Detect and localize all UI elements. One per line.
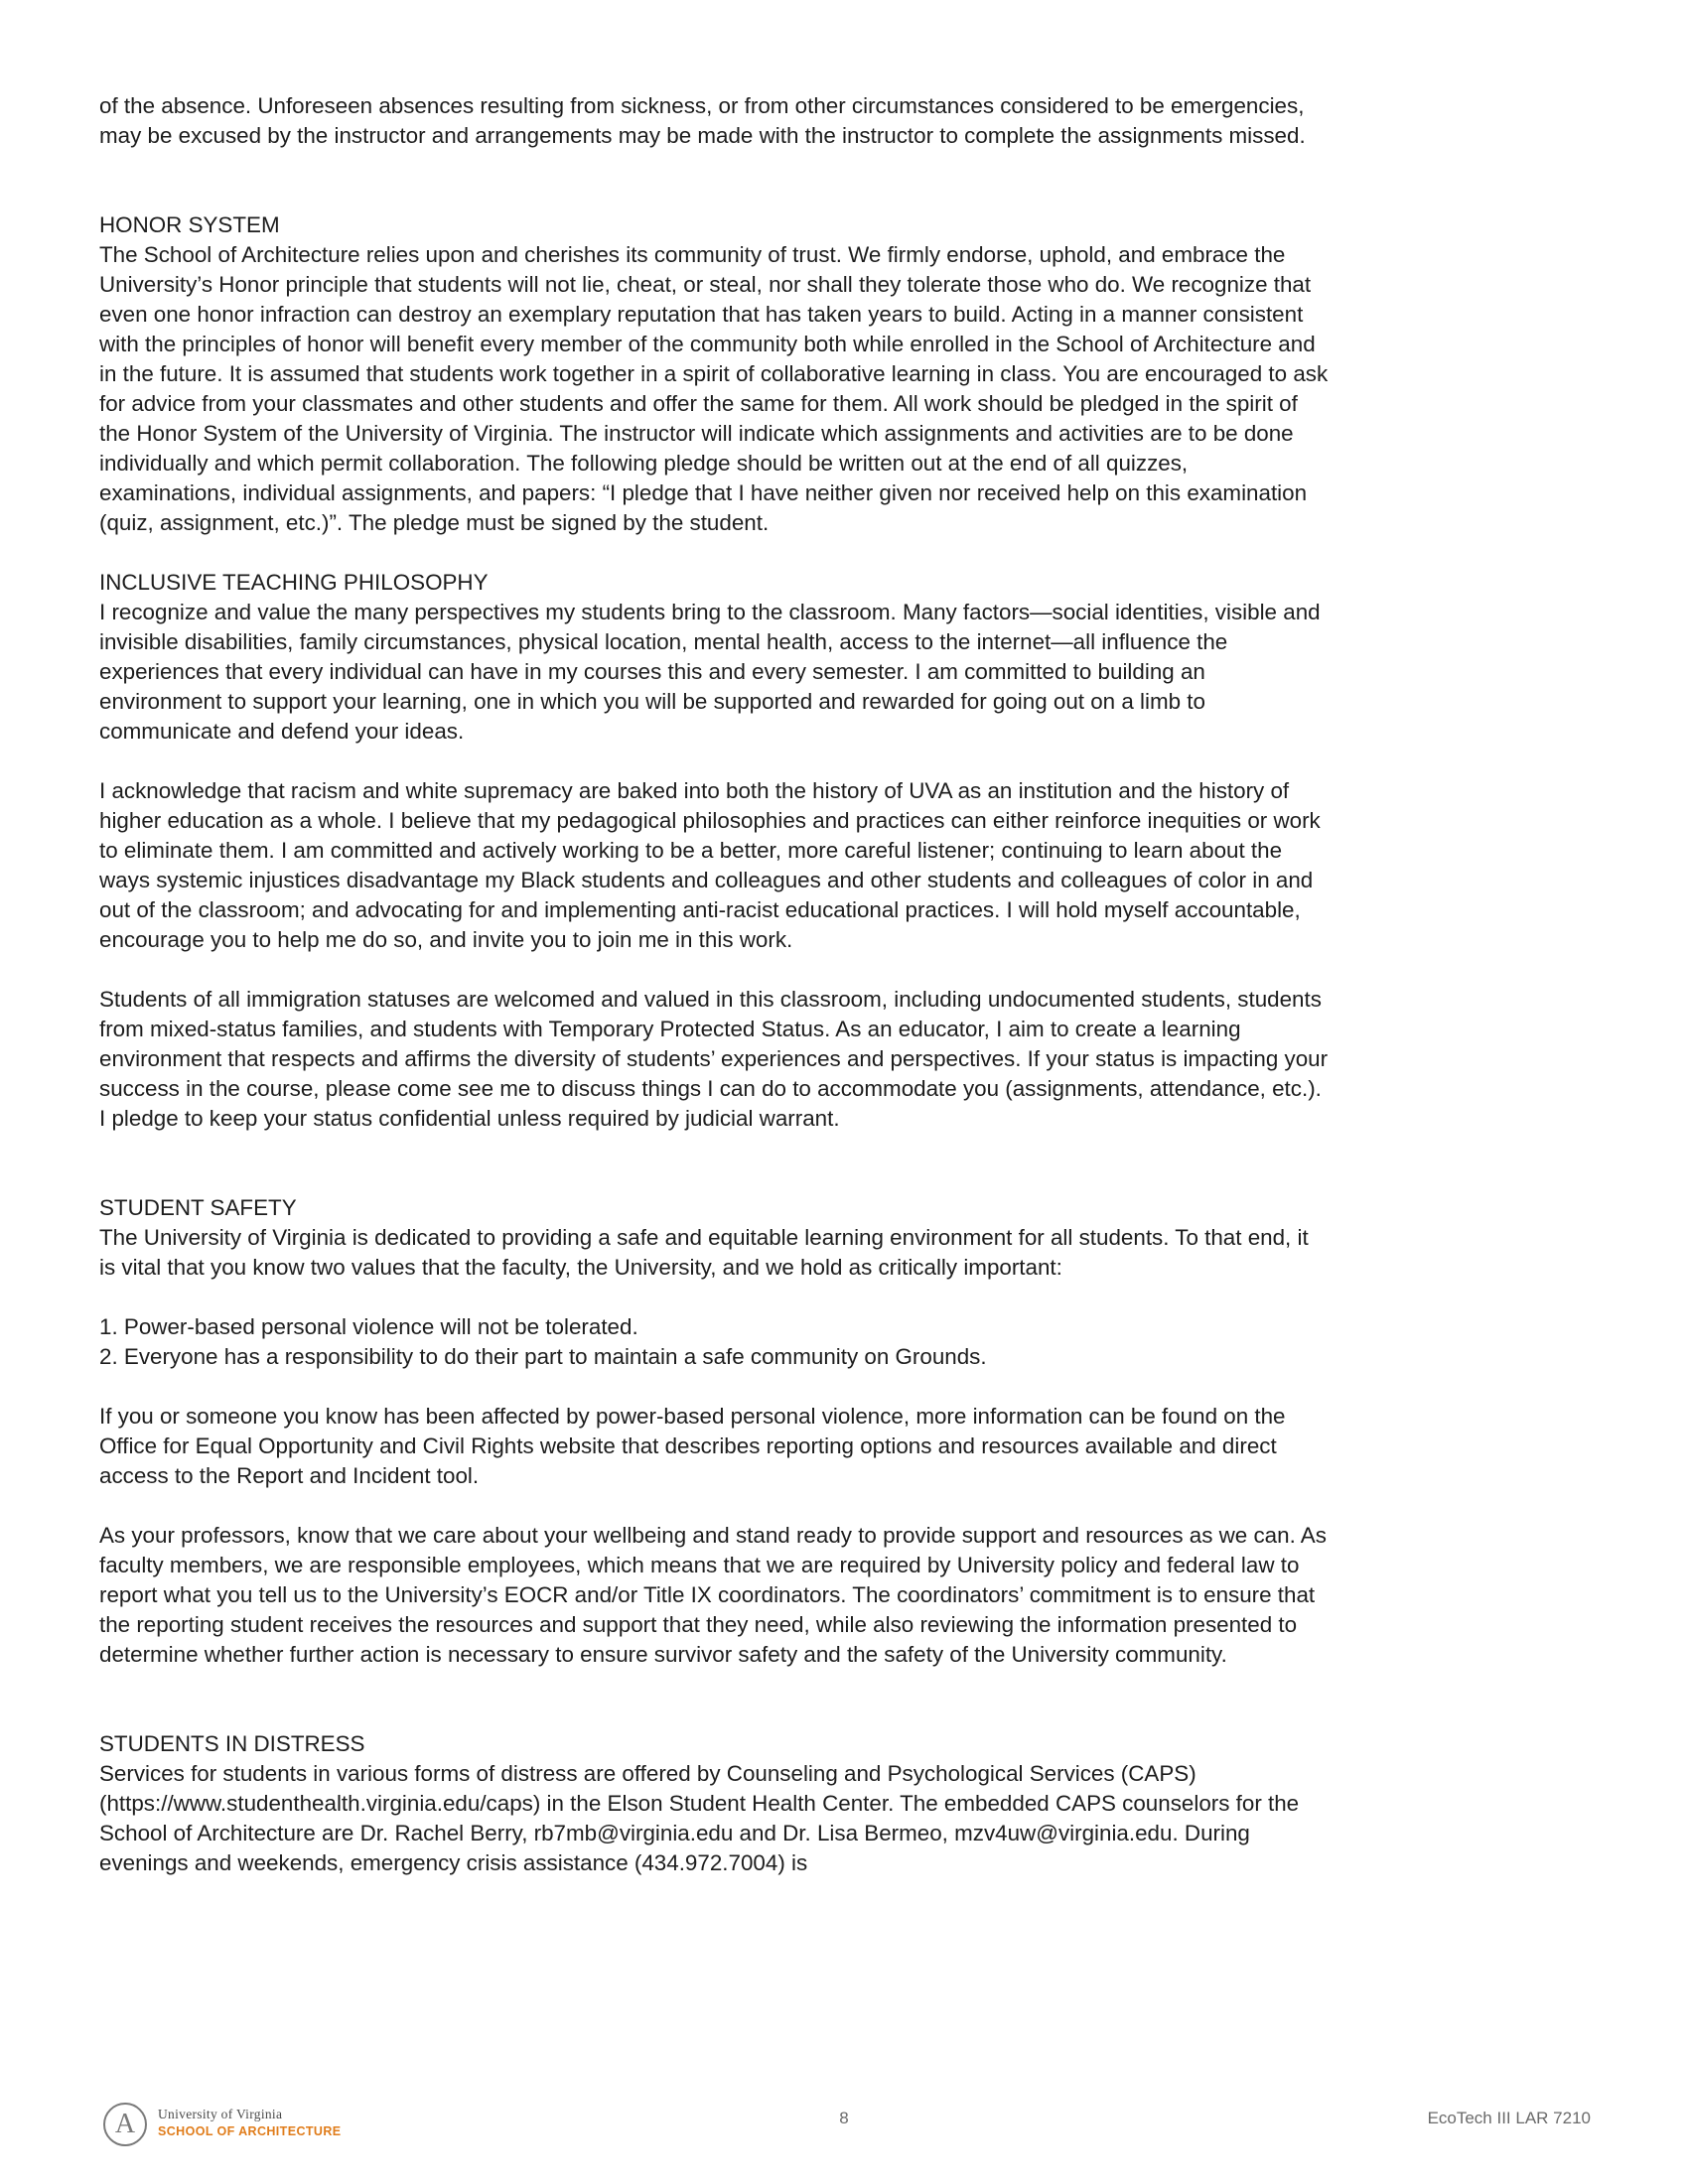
inclusive-heading: INCLUSIVE TEACHING PHILOSOPHY [99, 570, 489, 595]
honor-heading: HONOR SYSTEM [99, 212, 280, 237]
logo-school-name: SCHOOL OF ARCHITECTURE [158, 2124, 342, 2138]
logo-university-name: University of Virginia [158, 2107, 283, 2121]
distress-paragraph: Services for students in various forms of distress are offered by Counseling and Psychological Services (CAPS) (https://www.studenthealth.virginia.edu/caps) in the Elson Student Health Center. The embedded CAPS counselors for the School of Architecture are Dr. Rachel Berry, rb7mb@virginia.edu and Dr. Lisa Bermeo, mzv4uw@virginia.edu. During evenings and weekends, emergency crisis assistance (434.972.7004) is [99, 1761, 1300, 1875]
course-label: EcoTech III LAR 7210 [1427, 2109, 1591, 2127]
inclusive-paragraph-1: I recognize and value the many perspectives my students bring to the classroom. Many factors—social identities, visible and invisible disabilities, family circumstances, physical location, mental health, access to the internet—all influence the experiences that every individual can have in my courses this and every semester. I am committed to building an environment to support your learning, one in which you will be supported and rewarded for going out on a limb to communicate and defend your ideas. [99, 600, 1321, 744]
honor-paragraph: The School of Architecture relies upon and cherishes its community of trust. We firmly endorse, uphold, and embrace the University’s Honor principle that students will not lie, cheat, or steal, nor shall they tolerate those who do. We recognize that even one honor infraction can destroy an exemplary reputation that has taken years to build. Acting in a manner consistent with the principles of honor will benefit every member of the community both while enrolled in the School of Architecture and in the future. It is assumed that students work together in a spirit of collaborative learning in class. You are encouraged to ask for advice from your classmates and other students and offer the same for them. All work should be pledged in the spirit of the Honor System of the University of Virginia. The instructor will indicate which assignments and activities are to be done individually and which permit collaboration. The following pledge should be written out at the end of all quizzes, examinations, individual assignments, and papers: “I pledge that I have neither given nor received help on this examination (quiz, assignment, etc.)”. The pledge must be signed by the student. [99, 242, 1329, 535]
safety-values-list [99, 1312, 1331, 1372]
intro-paragraph: of the absence. Unforeseen absences resulting from sickness, or from other circumstances considered to be emergencies, may be excused by the instructor and arrangements may be made with the instructor to complete the assignments missed. [99, 93, 1306, 148]
uva-architecture-logo [103, 2103, 401, 2148]
page-number: 8 [839, 2109, 849, 2127]
safety-heading: STUDENT SAFETY [99, 1195, 297, 1220]
inclusive-paragraph-2: I acknowledge that racism and white supremacy are baked into both the history of UVA as an institution and the history of higher education as a whole. I believe that my pedagogical philosophies and practices can either reinforce inequities or work to eliminate them. I am committed and actively working to be a better, more careful listener; continuing to learn about the ways systemic injustices disadvantage my Black students and colleagues and other students and colleagues of color in and out of the classroom; and advocating for and implementing anti-racist educational practices. I will hold myself accountable, encourage you to help me do so, and invite you to join me in this work. [99, 778, 1321, 952]
safety-paragraph-2: If you or someone you know has been affected by power-based personal violence, more information can be found on the Office for Equal Opportunity and Civil Rights website that describes reporting options and resources available and direct access to the Report and Incident tool. [99, 1404, 1286, 1488]
distress-heading: STUDENTS IN DISTRESS [99, 1731, 365, 1756]
safety-paragraph-3: As your professors, know that we care about your wellbeing and stand ready to provide support and resources as we can. As faculty members, we are responsible employees, which means that we are required by University policy and federal law to report what you tell us to the University’s EOCR and/or Title IX coordinators. The coordinators’ commitment is to ensure that the reporting student receives the resources and support that they need, while also reviewing the information presented to determine whether further action is necessary to ensure survivor safety and the safety of the University community. [99, 1523, 1327, 1667]
safety-paragraph-1: The University of Virginia is dedicated to providing a safe and equitable learning environment for all students. To that end, it is vital that you know two values that the faculty, the University, and we hold as critically important: [99, 1225, 1309, 1280]
body-column [99, 91, 1331, 1878]
list-item: 1. Power-based personal violence will not be tolerated. [99, 1314, 638, 1339]
inclusive-paragraph-3: Students of all immigration statuses are welcomed and valued in this classroom, including undocumented students, students from mixed-status families, and students with Temporary Protected Status. As an educator, I aim to create a learning environment that respects and affirms the diversity of students’ experiences and perspectives. If your status is impacting your success in the course, please come see me to discuss things I can do to accommodate you (assignments, attendance, etc.). I pledge to keep your status confidential unless required by judicial warrant. [99, 987, 1329, 1131]
list-item: 2. Everyone has a responsibility to do their part to maintain a safe community on Grounds. [99, 1344, 987, 1369]
rotunda-mark-icon: A [103, 2103, 147, 2146]
